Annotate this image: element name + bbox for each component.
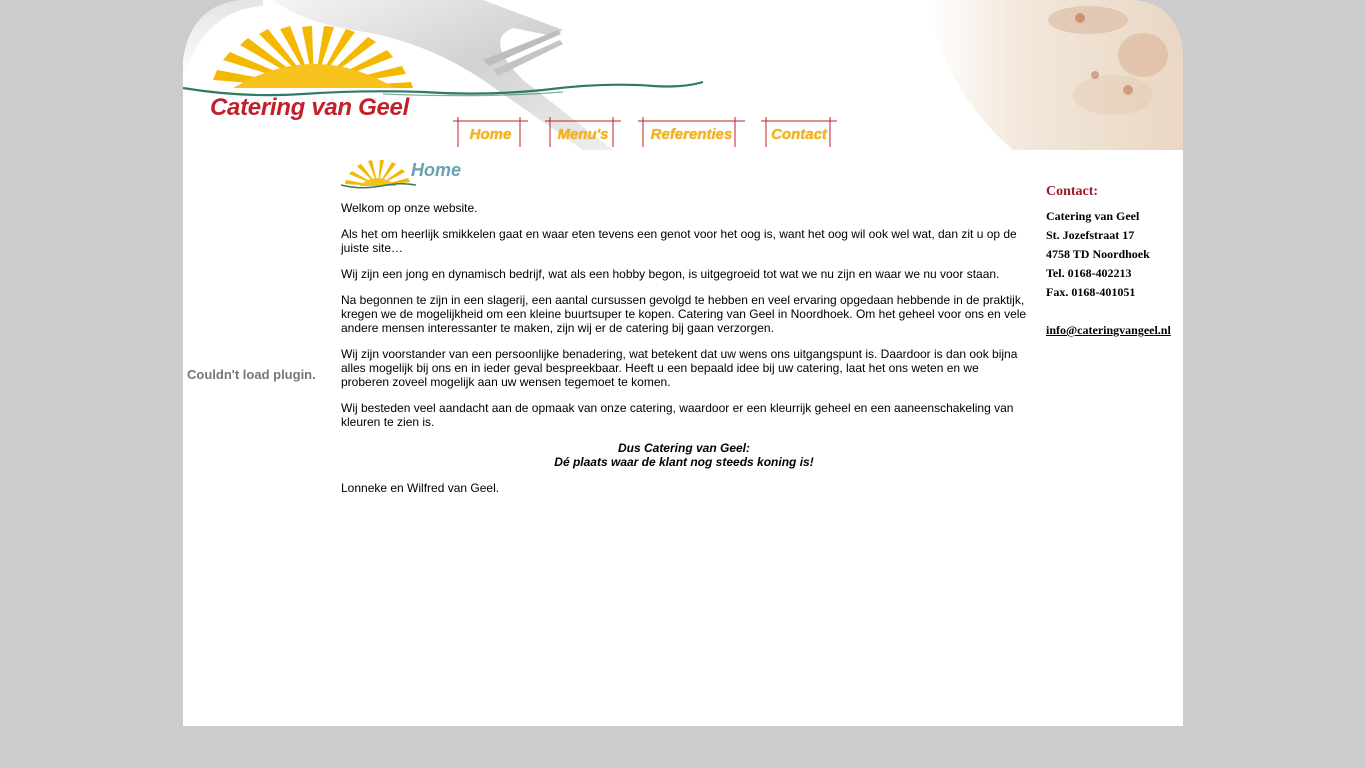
- header-banner: [183, 0, 1183, 150]
- contact-panel: [1046, 184, 1181, 338]
- nav-contact[interactable]: [761, 117, 837, 148]
- contact-title: Contact:: [1046, 184, 1099, 199]
- nav-label-referenties: Referenties: [650, 126, 733, 143]
- signature: Lonneke en Wilfred van Geel.: [341, 481, 500, 495]
- motto-line-1: Dus Catering van Geel:: [617, 441, 751, 455]
- paragraph: Na begonnen te zijn in een slagerij, een aantal cursussen gevolgd te hebben en veel ervaring opgedaan hebbende in de praktijk, kregen we de mogelijkheid om een kleine buurtsuper te kopen. Catering van Geel in Noordhoek. Om het geheel voor ons en vele andere mensen interessanter te maken, zijn wij er de catering bij gaan verzorgen.: [341, 293, 1027, 335]
- contact-city: 4758 TD Noordhoek: [1046, 247, 1150, 261]
- page-heading-label: Home: [411, 160, 462, 180]
- paragraph: Wij besteden veel aandacht aan de opmaak van onze catering, waardoor er een kleurrijk geheel en een aaneenschakeling van kleuren te zien is.: [341, 401, 1014, 429]
- site-container: [183, 0, 1183, 726]
- motto: [341, 441, 1027, 469]
- contact-email-link[interactable]: info@cateringvangeel.nl: [1046, 323, 1171, 337]
- paragraph: Wij zijn een jong en dynamisch bedrijf, wat als een hobby begon, is uitgegroeid tot wat we nu zijn en waar we nu voor staan.: [341, 267, 1000, 281]
- contact-company: Catering van Geel: [1046, 209, 1140, 223]
- nav-label-contact: Contact: [771, 126, 827, 143]
- nav-referenties[interactable]: [638, 117, 745, 148]
- paragraph: Welkom op onze website.: [341, 201, 478, 215]
- logo-text: Catering van Geel: [210, 94, 409, 121]
- nav-label-home: Home: [469, 126, 512, 143]
- paragraph: Wij zijn voorstander van een persoonlijke benadering, wat betekent dat uw wens ons uitgangspunt is. Daardoor is dan ook bijna alles mogelijk bij ons en in ieder geval bespreekbaar. Heeft u een bepaald idee bij uw catering, laat het ons weten en we proberen zoveel mogelijk aan uw wensen tegemoet te komen.: [341, 347, 1018, 389]
- contact-street: St. Jozefstraat 17: [1046, 228, 1135, 242]
- motto-line-2: Dé plaats waar de klant nog steeds koning is!: [554, 455, 814, 469]
- nav-label-menus: Menu's: [557, 126, 609, 143]
- plugin-placeholder: Couldn't load plugin.: [187, 367, 316, 382]
- page-heading: [341, 158, 481, 190]
- paragraph: Als het om heerlijk smikkelen gaat en waar eten tevens een genot voor het oog is, want het oog wil ook wel wat, dan zit u op de juiste site…: [341, 227, 1017, 255]
- main-content: [341, 158, 1027, 507]
- sun-heading-icon: [341, 158, 416, 190]
- nav-menus[interactable]: [545, 117, 621, 148]
- contact-phone: Tel. 0168-402213: [1046, 266, 1132, 280]
- nav-home[interactable]: [453, 117, 528, 148]
- contact-fax: Fax. 0168-401051: [1046, 285, 1136, 299]
